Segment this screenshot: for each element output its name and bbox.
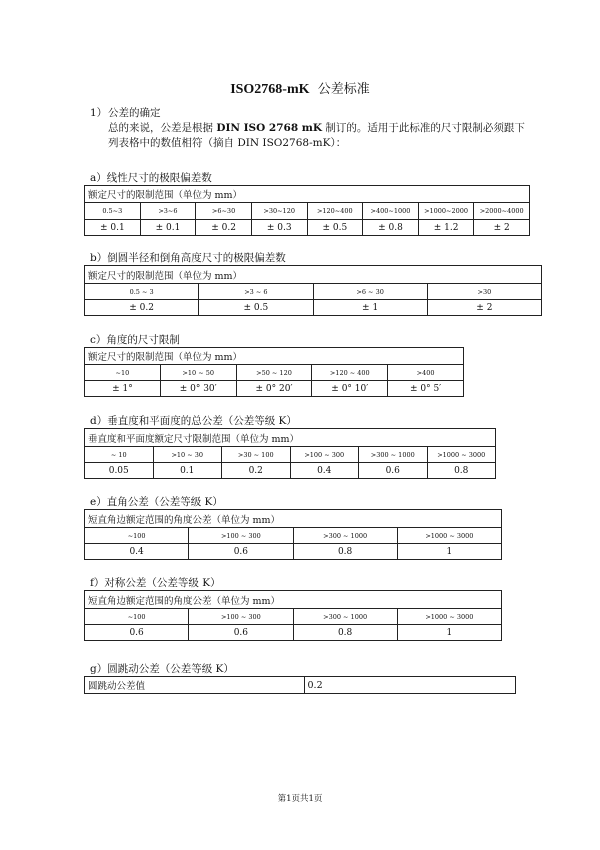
table-cell: >10 ~ 30 bbox=[153, 447, 222, 463]
section-c-title: c）角度的尺寸限制 bbox=[90, 334, 180, 346]
table-cell: 0.5~3 bbox=[85, 203, 141, 220]
table-cell: 1 bbox=[397, 625, 501, 641]
section-f-title: f）对称公差（公差等级 K） bbox=[90, 577, 221, 589]
section-b-title: b）倒圆半径和倒角高度尺寸的极限偏差数 bbox=[90, 252, 286, 264]
table-cell: >3 ~ 6 bbox=[199, 284, 313, 300]
table-row-ranges bbox=[85, 609, 502, 625]
section-a-title: a）线性尺寸的极限偏差数 bbox=[90, 172, 212, 184]
table-cell: 0.8 bbox=[293, 625, 397, 641]
table-row-values bbox=[85, 220, 530, 236]
intro-section bbox=[90, 106, 530, 151]
table-cell: ± 0° 10′ bbox=[312, 381, 388, 397]
table-cell: >100 ~ 300 bbox=[290, 447, 359, 463]
table-row-values bbox=[85, 463, 496, 479]
table-cell: ± 0.1 bbox=[85, 220, 141, 236]
table-cell: 0.2 bbox=[222, 463, 291, 479]
table-cell: >300 ~ 1000 bbox=[293, 528, 397, 544]
table-cell: >1000 ~ 3000 bbox=[427, 447, 496, 463]
page-footer: 第1页共1页 bbox=[277, 794, 323, 804]
table-cell: >10 ~ 50 bbox=[160, 365, 236, 381]
table-radius bbox=[84, 265, 542, 316]
intro-text-2: 制订的。适用于此标准的尺寸限制必须跟下 bbox=[322, 122, 525, 134]
intro-text-3: 列表格中的数值相符（摘自 DIN ISO2768-mK）： bbox=[108, 137, 347, 149]
table-cell: ~100 bbox=[85, 609, 189, 625]
table-angle bbox=[84, 347, 464, 397]
table-cell: ± 0° 20′ bbox=[236, 381, 312, 397]
table-cell: >2000~4000 bbox=[474, 203, 530, 220]
table-header: 短直角边额定范围的角度公差（单位为 mm） bbox=[85, 510, 502, 528]
table-row-values bbox=[85, 625, 502, 641]
table-cell: >30 bbox=[427, 284, 541, 300]
title-suffix: 公差标准 bbox=[317, 82, 370, 97]
table-cell: ± 0° 5′ bbox=[388, 381, 464, 397]
table-cell: >1000 ~ 3000 bbox=[397, 528, 501, 544]
table-cell: ± 2 bbox=[427, 300, 541, 316]
table-header: 额定尺寸的限制范围（单位为 mm） bbox=[85, 348, 464, 365]
table-cell: 0.6 bbox=[359, 463, 428, 479]
table-cell: >50 ~ 120 bbox=[236, 365, 312, 381]
table-linear bbox=[84, 185, 530, 236]
title-code: ISO2768-mK bbox=[230, 82, 310, 97]
table-cell: >300 ~ 1000 bbox=[293, 609, 397, 625]
table-cell: ± 1.2 bbox=[418, 220, 474, 236]
table-cell: 0.6 bbox=[189, 625, 293, 641]
table-cell: ~ 10 bbox=[85, 447, 154, 463]
table-cell: 0.8 bbox=[427, 463, 496, 479]
table-row-values bbox=[85, 381, 464, 397]
table-row-ranges bbox=[85, 284, 542, 300]
table-cell: ± 1 bbox=[313, 300, 427, 316]
table-cell: >3~6 bbox=[140, 203, 196, 220]
table-right-angle bbox=[84, 509, 502, 560]
table-row-ranges bbox=[85, 203, 530, 220]
table-header: 垂直度和平面度额定尺寸限制范围（单位为 mm） bbox=[85, 429, 496, 447]
table-cell: ~100 bbox=[85, 528, 189, 544]
section-e-title: e）直角公差（公差等级 K） bbox=[90, 496, 223, 508]
intro-number: 1） bbox=[90, 107, 108, 119]
table-row-values bbox=[85, 300, 542, 316]
table-header: 短直角边额定范围的角度公差（单位为 mm） bbox=[85, 591, 502, 609]
table-cell: 1 bbox=[397, 544, 501, 560]
table-cell: ± 0.5 bbox=[199, 300, 313, 316]
table-cell: ± 0.1 bbox=[140, 220, 196, 236]
table-cell: 0.4 bbox=[290, 463, 359, 479]
table-cell: >6 ~ 30 bbox=[313, 284, 427, 300]
table-cell: >100 ~ 300 bbox=[189, 528, 293, 544]
table-cell: 0.8 bbox=[293, 544, 397, 560]
table-cell: >1000~2000 bbox=[418, 203, 474, 220]
intro-text-1: 总的来说，公差是根据 bbox=[108, 122, 217, 134]
table-cell: ± 0.2 bbox=[196, 220, 252, 236]
table-cell: >120 ~ 400 bbox=[312, 365, 388, 381]
table-cell: >100 ~ 300 bbox=[189, 609, 293, 625]
table-symmetry bbox=[84, 590, 502, 641]
table-cell: 0.1 bbox=[153, 463, 222, 479]
table-header: 额定尺寸的限制范围（单位为 mm） bbox=[85, 186, 530, 203]
table-cell: >300 ~ 1000 bbox=[359, 447, 428, 463]
table-cell: ± 0.2 bbox=[85, 300, 199, 316]
table-row-ranges bbox=[85, 447, 496, 463]
table-cell: >30 ~ 100 bbox=[222, 447, 291, 463]
table-runout bbox=[84, 676, 516, 694]
table-header: 额定尺寸的限制范围（单位为 mm） bbox=[85, 266, 542, 284]
page-title bbox=[0, 78, 600, 98]
section-g-title: g）圆跳动公差（公差等级 K） bbox=[90, 663, 234, 675]
table-cell-label: 圆跳动公差值 bbox=[85, 677, 305, 694]
table-cell: ± 1° bbox=[85, 381, 161, 397]
table-cell: 0.6 bbox=[189, 544, 293, 560]
table-row-values bbox=[85, 544, 502, 560]
table-cell: ± 0.3 bbox=[251, 220, 307, 236]
table-row-ranges bbox=[85, 528, 502, 544]
table-cell: 0.6 bbox=[85, 625, 189, 641]
table-cell: >1000 ~ 3000 bbox=[397, 609, 501, 625]
table-cell: ± 2 bbox=[474, 220, 530, 236]
table-cell: >400~1000 bbox=[363, 203, 419, 220]
table-cell: >30~120 bbox=[251, 203, 307, 220]
table-cell: ± 0.8 bbox=[363, 220, 419, 236]
table-cell: 0.4 bbox=[85, 544, 189, 560]
table-cell: ~10 bbox=[85, 365, 161, 381]
table-row-ranges bbox=[85, 365, 464, 381]
table-cell: >120~400 bbox=[307, 203, 363, 220]
table-cell: 0.05 bbox=[85, 463, 154, 479]
table-cell: ± 0.5 bbox=[307, 220, 363, 236]
table-cell: 0.5 ~ 3 bbox=[85, 284, 199, 300]
table-cell: >400 bbox=[388, 365, 464, 381]
table-cell: >6~30 bbox=[196, 203, 252, 220]
table-cell-value: 0.2 bbox=[304, 677, 516, 694]
intro-heading: 公差的确定 bbox=[108, 107, 161, 119]
table-flatness bbox=[84, 428, 496, 479]
intro-standard: DIN ISO 2768 mK bbox=[216, 122, 323, 134]
table-cell: ± 0° 30′ bbox=[160, 381, 236, 397]
section-d-title: d）垂直度和平面度的总公差（公差等级 K） bbox=[90, 415, 297, 427]
